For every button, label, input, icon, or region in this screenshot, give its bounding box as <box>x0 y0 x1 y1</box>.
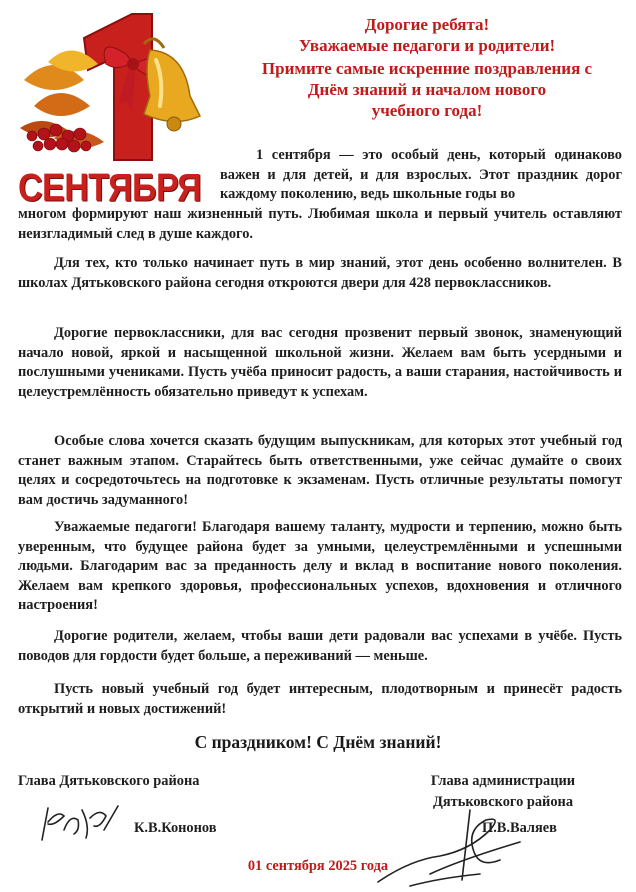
paragraph-5: Уважаемые педагоги! Благодаря вашему таланту, мудрости и терпению, можно быть уверенным, что будущее района будет за умными, целеустремлёнными и успешными людьми. Благодарим вас за преданность делу и вклад в воспитание нового поколения. Желаем вам крепкого здоровья, профессиональных успехов, вдохновения и отличного настроения! <box>18 519 622 614</box>
paragraph-6: Дорогие родители, желаем, чтобы ваши дети радовали вас успехами в учёбе. Пусть поводов для гордости будет больше, а переживаний — меньше. <box>18 628 622 664</box>
right-title-line-2: Дятьковского района <box>432 794 574 810</box>
congratulation-block <box>232 58 622 121</box>
paragraph-2: Для тех, кто только начинает путь в мир знаний, этот день особенно волнителен. В школах Дятьковского района сегодня откроются двери для 428 первоклассников. <box>18 255 622 291</box>
left-handwritten-signature <box>34 800 124 846</box>
paragraph-1-head: 1 сентября — это особый день, который одинаково важен и для детей, и для взрослых. Этот праздник дорог каждому поколению, ведь школьные годы во <box>220 147 622 203</box>
paragraph-3: Дорогие первоклассники, для вас сегодня прозвенит первый звонок, знаменующий начало новой, яркой и насыщенной школьной жизни. Желаем вам быть усердными и послушными учениками. Пусть учёба приносит радость, а ваши старания, настойчивость и целеустремлённость обязательно приведут к успехам. <box>18 325 622 400</box>
document-date: 01 сентября 2025 года <box>247 858 389 874</box>
right-title-line-1: Глава администрации <box>430 773 576 789</box>
september-1-emblem <box>14 10 214 210</box>
paragraph-4: Особые слова хочется сказать будущим выпускникам, для которых этот учебный год станет важным этапом. Старайтесь быть ответственными, уже сейчас думайте о своих целях и сосредоточьтесь на подготовке к экзаменам. Пусть отличные результаты помогут вам достичь задуманного! <box>18 433 622 508</box>
greeting-line-2: Уважаемые педагоги и родители! <box>298 36 556 55</box>
greeting-line-1: Дорогие ребята! <box>364 15 490 34</box>
left-signatory-name: К.В.Кононов <box>134 820 217 836</box>
bell-icon <box>144 39 200 131</box>
emblem-graphic <box>14 10 214 170</box>
september-word: СЕНТЯБРЯ <box>18 166 202 210</box>
left-signatory-title: Глава Дятьковского района <box>18 773 200 789</box>
congrats-line-1: Примите самые искренние поздравления с <box>261 59 593 78</box>
congrats-line-3: учебного года! <box>371 101 483 120</box>
paragraph-1-tail: многом формируют наш жизненный путь. Любимая школа и первый учитель оставляют неизгладимый след в душе каждого. <box>18 206 622 242</box>
greeting-block <box>232 14 622 56</box>
right-signatory-name: П.В.Валяев <box>482 820 557 836</box>
congrats-line-2: Днём знаний и началом нового <box>307 80 547 99</box>
paragraph-7: Пусть новый учебный год будет интересным, плодотворным и принесёт радость открытий и новых достижений! <box>18 681 622 717</box>
closing-greeting: С праздником! С Днём знаний! <box>194 732 442 752</box>
right-handwritten-signature <box>370 790 550 890</box>
